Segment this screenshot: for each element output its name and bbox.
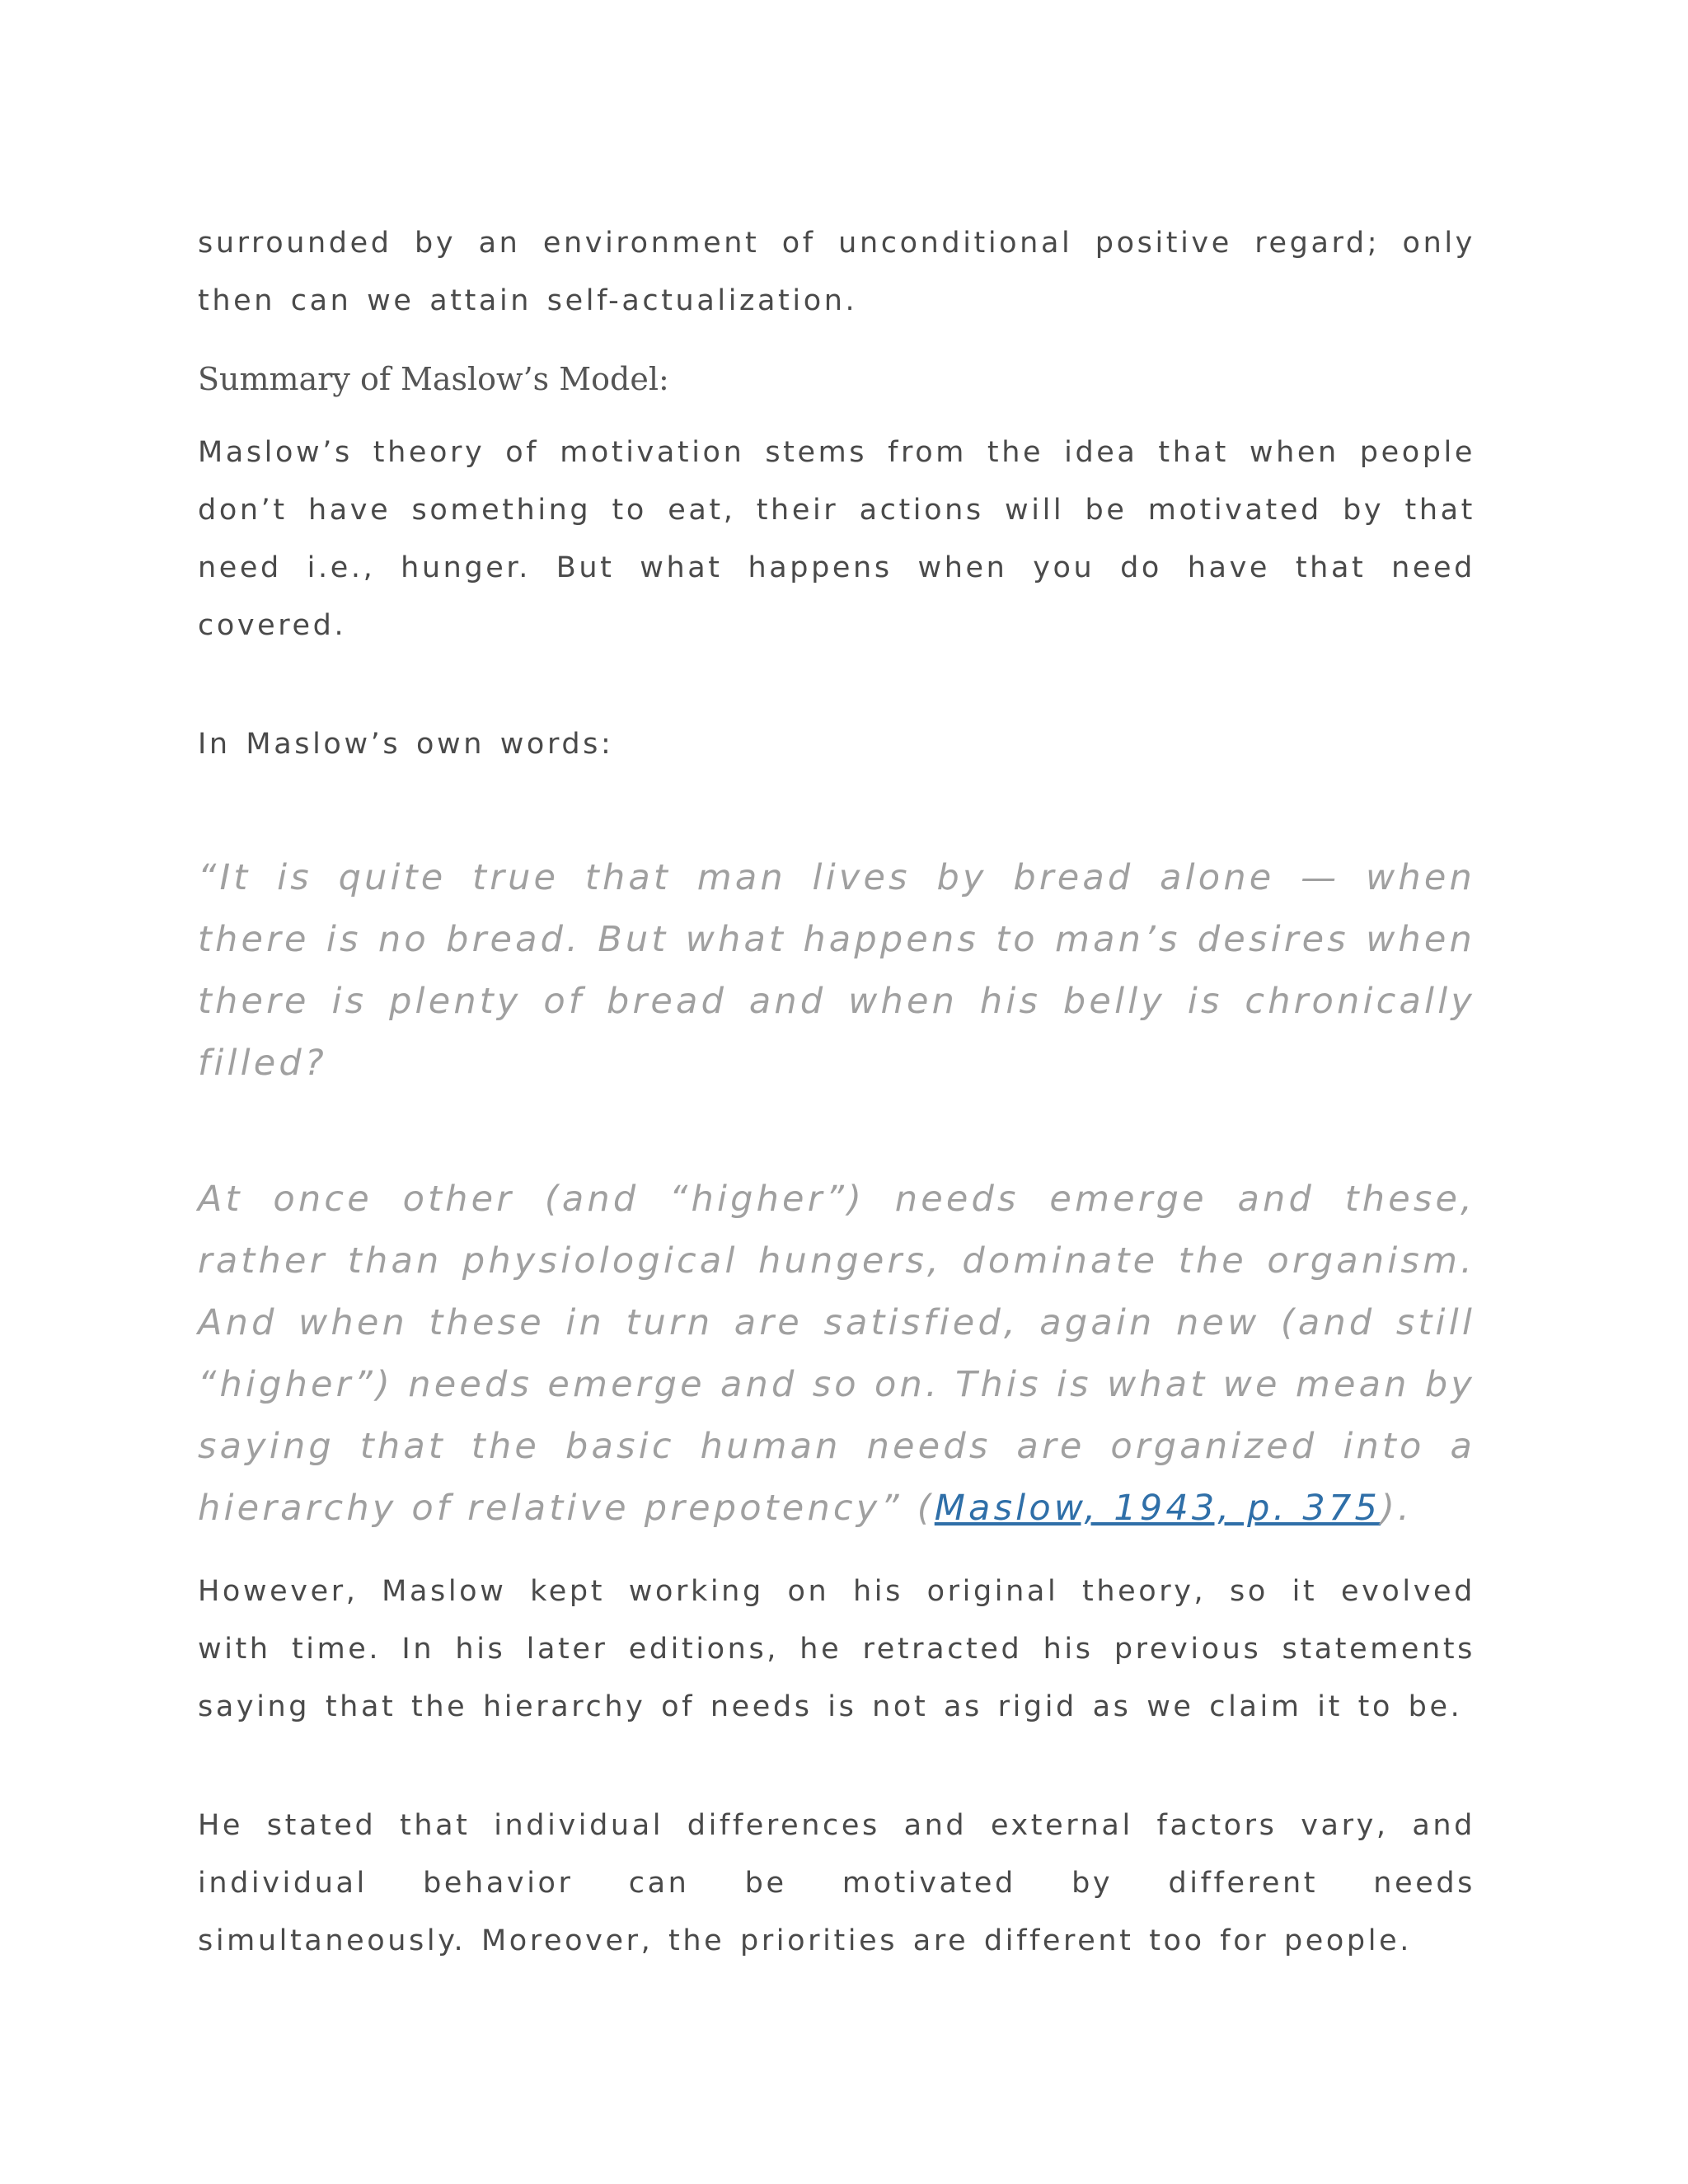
citation-close: ). xyxy=(1381,1488,1413,1529)
quote-paragraph-1: “It is quite true that man lives by bread alone — when there is no bread. But what happens to man’s desires when there is plenty of bread and when his belly is chronically filled? xyxy=(198,857,1475,1084)
spacer xyxy=(198,654,1475,715)
paragraph-evolution: However, Maslow kept working on his original theory, so it evolved with time. In his later editions, he retracted his previous statements saying that the hierarchy of needs is not as rigid as we claim it to be. xyxy=(198,1575,1475,1723)
quote-paragraph-2 xyxy=(198,1169,1475,1540)
intro-paragraph: surrounded by an environment of unconditional positive regard; only then can we attain self-actualization. xyxy=(198,227,1475,317)
spacer xyxy=(198,773,1475,847)
paragraph-own-words: In Maslow’s own words: xyxy=(198,728,614,761)
quote-text: At once other (and “higher”) needs emerge and these, rather than physiological hungers, dominate the organism. And when these in turn are satisfied, again new (and still “higher”) needs emerge and so on. This is what we mean by saying that the basic human needs are organized into a hierarchy of relative prepotency” xyxy=(198,1179,1475,1529)
paragraph-theory: Maslow’s theory of motivation stems from the idea that when people don’t have something to eat, their actions will be motivated by that need i.e., hunger. But what happens when you do have that need covered. xyxy=(198,436,1475,642)
citation-open: ( xyxy=(917,1488,935,1529)
section-heading: Summary of Maslow’s Model: xyxy=(198,361,669,397)
citation-link[interactable]: Maslow, 1943, p. 375 xyxy=(934,1488,1381,1529)
spacer xyxy=(198,1736,1475,1797)
spacer xyxy=(198,1094,1475,1169)
document-page xyxy=(198,214,1475,1970)
paragraph-differences: He stated that individual differences and external factors vary, and individual behavior can be motivated by different needs simultaneously. Moreover, the priorities are different too for people. xyxy=(198,1809,1475,1957)
